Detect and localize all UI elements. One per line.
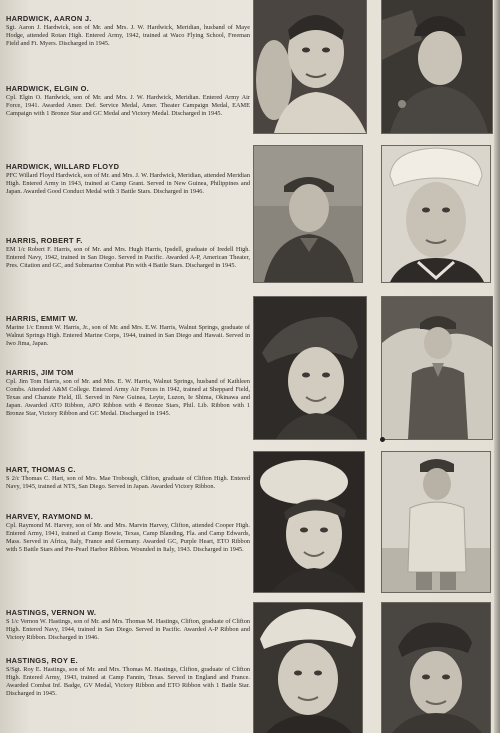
portrait-hardwick-willard [254, 146, 362, 282]
page-binding-edge [494, 0, 500, 733]
portrait-harris-emmit [254, 297, 366, 439]
page-bullet-dot [380, 437, 385, 442]
portrait-hart-thomas [254, 452, 364, 592]
entry-hardwick-willard [6, 162, 250, 196]
entry-hart-thomas [6, 465, 250, 491]
entry-name: HARDWICK, ELGIN O. [6, 84, 89, 93]
entry-text: PFC Willard Floyd Hardwick, son of Mr. and Mrs. J. W. Hardwick, Meridian, attended Meridian High. Entered Army in 1943, trained at Camp Grant. Served in New Guinea, Philippines and Japan. Awarded Good Conduct Medal with 3 Battle Stars. Discharged in 1946. [6, 172, 250, 195]
entry-name: HASTINGS, VERNON W. [6, 608, 97, 617]
entry-harris-emmit [6, 314, 250, 348]
entry-text: Marine 1/c Emmit W. Harris, Jr., son of Mr. and Mrs. E.W. Harris, Walnut Springs, graduate of Walnut Springs High. Entered Marine Corps, 1944, trained in San Diego and Hawaii. Served in Iwo Jima, Japan. [6, 324, 250, 347]
entry-hardwick-aaron [6, 14, 250, 48]
portrait-hastings-vernon [254, 603, 362, 733]
entry-name: HARDWICK, AARON J. [6, 14, 92, 23]
entry-hastings-vernon [6, 608, 250, 642]
entry-text: Cpl. Raymond M. Harvey, son of Mr. and Mrs. Marvin Harvey, Clifton, attended Cooper High. Entered Army, 1941, trained at Camp Bowie, Texas, Camp Blanding, Fla. and Camp Edwards, Mass. Served in Africa, Italy, France and Germany. Awarded GC, Purple Heart, ETO Ribbon with 5 Battle Stars and Pre-Pearl Harbor Ribbon. Wounded in Italy, 1943. Discharged in 1945. [6, 522, 250, 553]
entry-name: HARDWICK, WILLARD FLOYD [6, 162, 120, 171]
entry-name: HARRIS, EMMIT W. [6, 314, 78, 323]
entry-harris-robert [6, 236, 250, 270]
entry-text: Cpl. Elgin O. Hardwick, son of Mr. and Mrs. J. W. Hardwick, Meridian. Entered Army Air Force, 1941. Awarded Amer. Def. Service Medal, Amer. Theater Campaign Medal, EAME Campaign with 1 Bronze Star and GC Medal and Victory Medal. Discharged in 1945. [6, 94, 250, 117]
portrait-harris-jim-tom [382, 297, 492, 439]
portrait-hastings-roy [382, 603, 490, 733]
entry-name: HART, THOMAS C. [6, 465, 76, 474]
service-record-column [6, 4, 250, 733]
entry-hastings-roy [6, 656, 250, 698]
portrait-hardwick-elgin [382, 0, 492, 133]
entry-name: HASTINGS, ROY E. [6, 656, 79, 665]
entry-text: Cpl. Jim Tom Harris, son of Mr. and Mrs. E. W. Harris, Walnut Springs, husband of Kathleen Combs. Attended A&M College. Entered Army Air Forces in 1942, trained at Sheppard Field, Texas and Chanute Field, Ill. Served in New Guinea, Leyte, Luzon, Ie Shima, Okinawa and Japan. Awarded ATO Ribbon, APO Ribbon with 4 Bronze Stars, Phil. Lib. Ribbon with 1 Bronze Star, Victory Ribbon and GC Medal. Discharged in 1945. [6, 378, 250, 417]
entry-text: Sgt. Aaron J. Hardwick, son of Mr. and Mrs. J. W. Hardwick, Meridian, husband of Maye Hodge, attended Rotan High. Entered Army, 1942, trained at Waco Flying School, Freeman Field and Ft. Myers. Discharged in 1945. [6, 24, 250, 47]
entry-hardwick-elgin [6, 84, 250, 118]
portrait-hardwick-aaron [254, 0, 366, 133]
entry-text: S 2/c Thomas C. Hart, son of Mrs. Mae Trobough, Clifton, graduate of Clifton High. Entered Navy, 1945, trained at NTS, San Diego. Served in Japan. Awarded Victory Ribbon. [6, 475, 250, 490]
portrait-harvey-raymond [382, 452, 490, 592]
entry-harvey-raymond [6, 512, 250, 554]
entry-name: HARVEY, RAYMOND M. [6, 512, 94, 521]
entry-text: S 1/c Vernon W. Hastings, son of Mr. and Mrs. Thomas M. Hastings, Clifton, graduate of Clifton High. Entered Navy, 1944, trained in San Diego. Served in Pacific. Awarded A-P Ribbon and Victory Ribbon. Discharged in 1946. [6, 618, 250, 641]
entry-harris-jim-tom [6, 368, 250, 418]
portrait-harris-robert [382, 146, 490, 282]
entry-name: HARRIS, JIM TOM [6, 368, 74, 377]
entry-text: S/Sgt. Roy E. Hastings, son of Mr. and Mrs. Thomas M. Hastings, Clifton, graduate of Clifton High. Entered Army, 1943, trained at Camp Fannin, Texas. Served in England and France. Awarded Combat Inf. Badge, GV Medal, Victory Ribbon and ETO Ribbon with 1 Battle Star. Discharged in 1945. [6, 666, 250, 697]
entry-text: EM 1/c Robert F. Harris, son of Mr. and Mrs. Hugh Harris, Ipsdell, graduate of Iredell High. Entered Navy, 1942, trained in San Diego. Served in Pacific. Awarded A-P, American Theater, Pres. Citation and GC, and Submarine Combat Pin with 4 Battle Stars. Discharged in 1945. [6, 246, 250, 269]
entry-name: HARRIS, ROBERT F. [6, 236, 83, 245]
